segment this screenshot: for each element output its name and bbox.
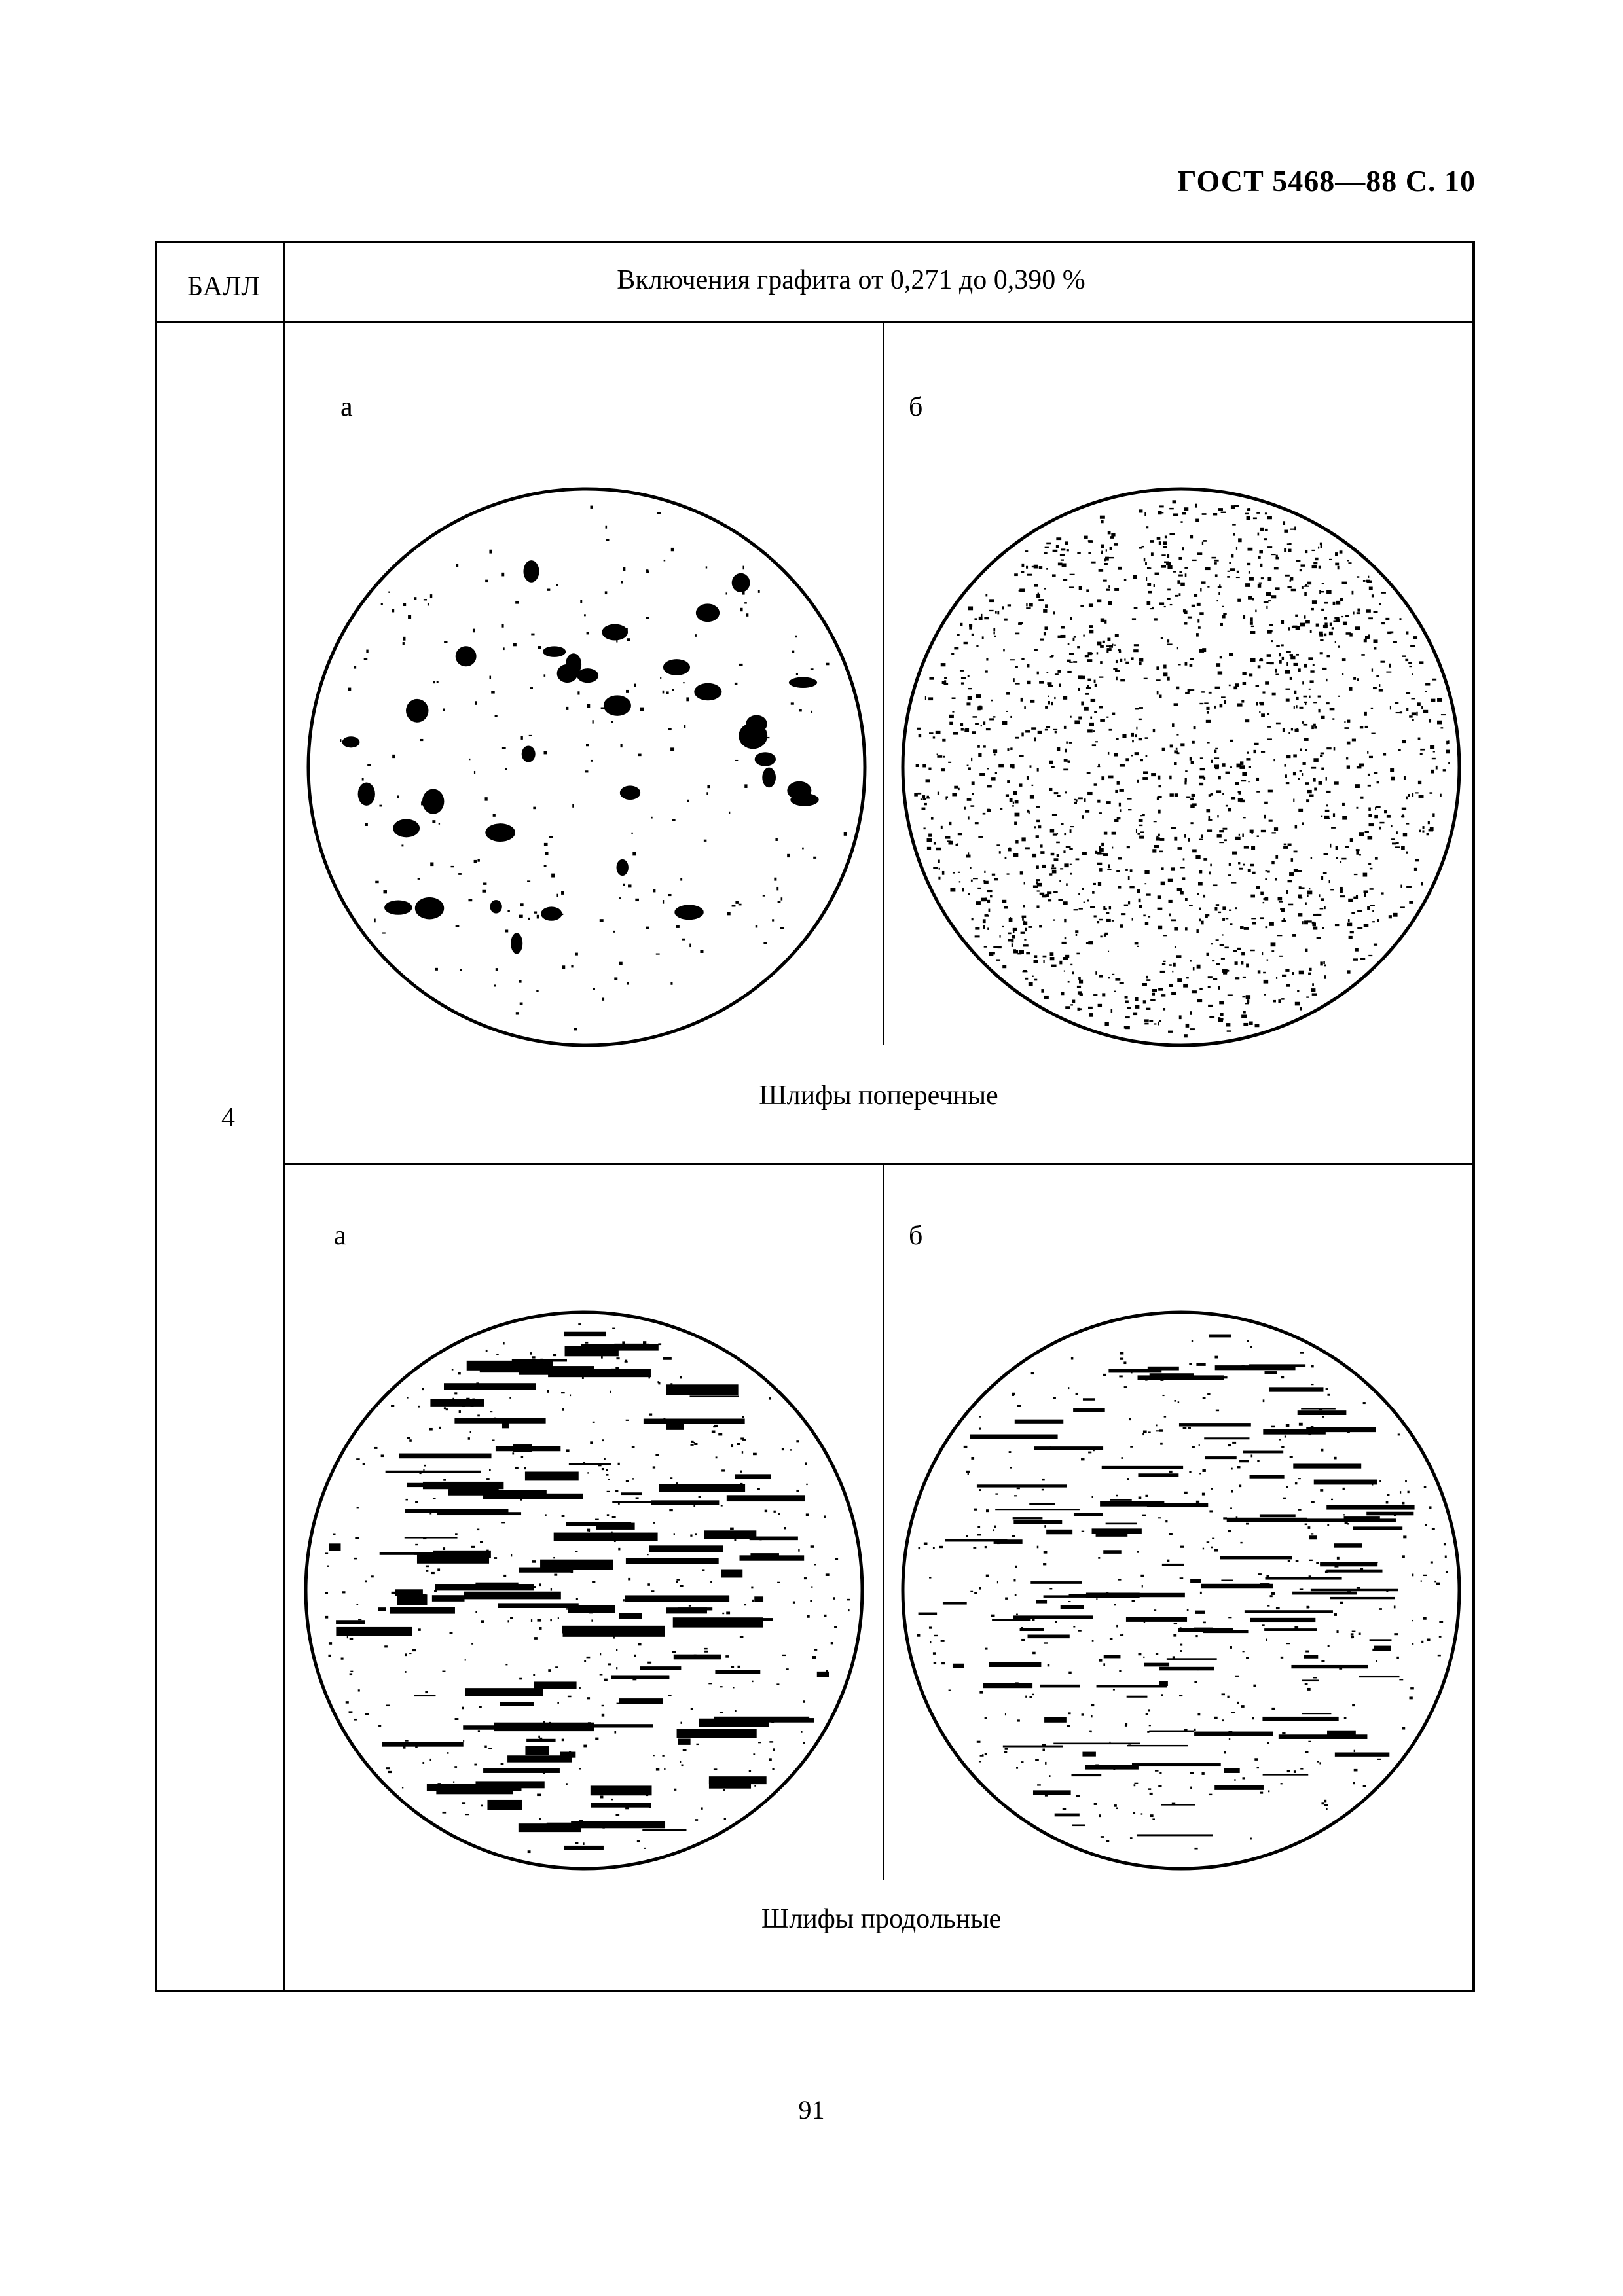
longitudinal-label-a: а <box>334 1221 346 1251</box>
transverse-image-divider <box>883 323 884 1045</box>
longitudinal-image-divider <box>883 1165 884 1880</box>
header-row-divider <box>157 321 1472 323</box>
transverse-label-b: б <box>909 392 923 422</box>
section-divider <box>285 1163 1472 1165</box>
ball-value: 4 <box>221 1103 235 1133</box>
column-divider <box>283 243 285 1990</box>
document-header: ГОСТ 5468—88 С. 10 <box>1177 164 1476 198</box>
longitudinal-label-b: б <box>909 1221 923 1251</box>
transverse-caption: Шлифы поперечные <box>759 1081 998 1111</box>
transverse-micrograph-a <box>299 479 875 1055</box>
page-number: 91 <box>798 2095 825 2125</box>
specimen-table <box>155 241 1475 1992</box>
graphite-inclusions-header: Включения графита от 0,271 до 0,390 % <box>617 265 1085 295</box>
transverse-micrograph-b <box>893 479 1469 1055</box>
ball-column-header: БАЛЛ <box>187 272 260 302</box>
longitudinal-micrograph-b <box>893 1302 1469 1878</box>
transverse-label-a: а <box>340 392 353 422</box>
longitudinal-micrograph-a <box>296 1302 872 1878</box>
longitudinal-caption: Шлифы продольные <box>761 1904 1002 1934</box>
